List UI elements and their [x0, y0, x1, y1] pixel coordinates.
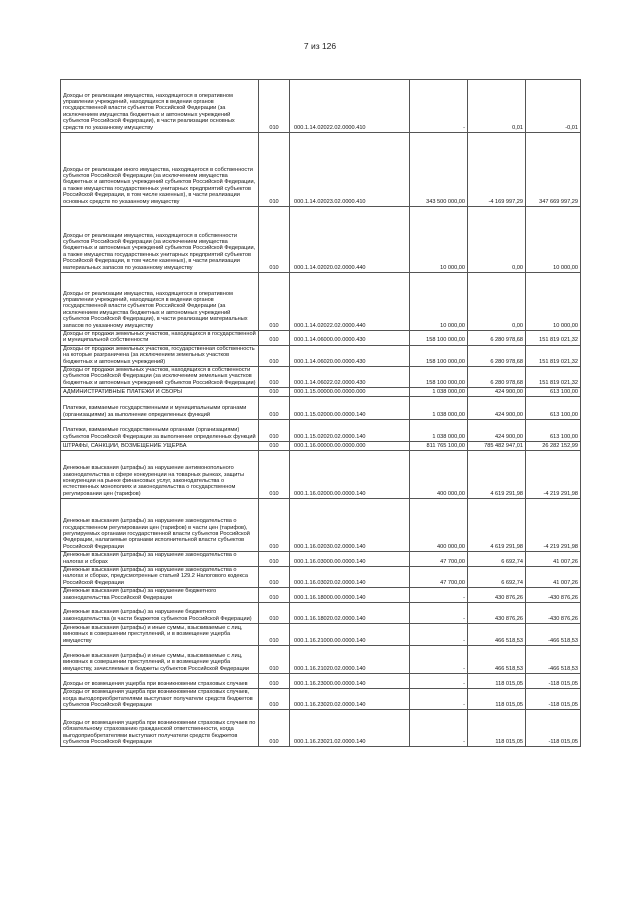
row-description: Денежные взыскания (штрафы) и иные суммы, взыскиваемые с лиц, виновных в совершении преступлений, и в возмещение ущерба имуществу, зачисляемые в бюджеты субъектов Российской Федерации: [61, 646, 259, 674]
row-budget-code: 000.1.16.03000.00.0000.140: [290, 552, 410, 567]
row-budget-code: 000.1.16.21000.00.0000.140: [290, 624, 410, 646]
row-unexecuted-amount: 613 100,00: [526, 397, 581, 420]
row-approved-amount: 47 700,00: [410, 567, 468, 588]
row-budget-code: 000.1.14.02022.02.0000.410: [290, 80, 410, 133]
row-description: Доходы от реализации имущества, находящегося в оперативном управлении учреждений, находящихся в ведении органов государственной власти субъектов Российской Федерации (за исключением имущества бюджетных и автономных учреждений субъектов Российской Федерации), в части реализации материальных запасов по указанному имуществу: [61, 273, 259, 331]
row-approved-amount: 158 100 000,00: [410, 331, 468, 346]
row-approved-amount: 811 765 100,00: [410, 442, 468, 451]
row-executed-amount: 466 518,53: [468, 646, 526, 674]
row-approved-amount: 1 038 000,00: [410, 388, 468, 397]
row-budget-code: 000.1.16.23000.00.0000.140: [290, 674, 410, 689]
row-line-code: 010: [259, 367, 290, 388]
row-line-code: 010: [259, 133, 290, 207]
row-unexecuted-amount: -4 219 291,98: [526, 499, 581, 552]
row-description: Доходы от возмещения ущерба при возникновении страховых случаев по обязательному страхованию гражданской ответственности, когда выгодоприобретателями выступают получатели средств бюджетов субъектов Российской Федерации: [61, 710, 259, 747]
row-unexecuted-amount: 10 000,00: [526, 273, 581, 331]
row-approved-amount: -: [410, 710, 468, 747]
row-approved-amount: 1 038 000,00: [410, 420, 468, 442]
table-row: [61, 552, 581, 567]
row-approved-amount: -: [410, 674, 468, 689]
row-unexecuted-amount: -4 219 291,98: [526, 451, 581, 499]
row-approved-amount: -: [410, 689, 468, 710]
row-description: Денежные взыскания (штрафы) за нарушение бюджетного законодательства (в части бюджетов субъектов Российской Федерации): [61, 603, 259, 624]
row-executed-amount: 6 692,74: [468, 567, 526, 588]
row-approved-amount: -: [410, 603, 468, 624]
table-row: [61, 345, 581, 366]
row-description: Доходы от возмещения ущерба при возникновении страховых случаев: [61, 674, 259, 689]
row-executed-amount: 0,01: [468, 80, 526, 133]
row-budget-code: 000.1.14.02020.02.0000.440: [290, 207, 410, 273]
table-row: [61, 397, 581, 420]
table-row: [61, 451, 581, 499]
row-unexecuted-amount: 347 669 997,29: [526, 133, 581, 207]
row-unexecuted-amount: -466 518,53: [526, 646, 581, 674]
row-executed-amount: 430 876,26: [468, 588, 526, 603]
row-budget-code: 000.1.14.02022.02.0000.440: [290, 273, 410, 331]
row-line-code: 010: [259, 420, 290, 442]
table-row: [61, 624, 581, 646]
row-unexecuted-amount: -118 015,05: [526, 710, 581, 747]
table-row: [61, 710, 581, 747]
row-executed-amount: 424 900,00: [468, 420, 526, 442]
row-description: Денежные взыскания (штрафы) за нарушение бюджетного законодательства Российской Федерации: [61, 588, 259, 603]
row-budget-code: 000.1.14.06020.00.0000.430: [290, 345, 410, 366]
table-row: [61, 567, 581, 588]
row-executed-amount: 424 900,00: [468, 397, 526, 420]
table-row: [61, 674, 581, 689]
row-description: Доходы от продажи земельных участков, находящихся в собственности субъектов Российской Федерации (за исключением земельных участков бюджетных и автономных учреждений субъектов Российской Федерации): [61, 367, 259, 388]
row-description: АДМИНИСТРАТИВНЫЕ ПЛАТЕЖИ И СБОРЫ: [61, 388, 259, 397]
row-budget-code: 000.1.16.18000.00.0000.140: [290, 588, 410, 603]
row-executed-amount: 424 900,00: [468, 388, 526, 397]
row-unexecuted-amount: -430 876,26: [526, 603, 581, 624]
row-unexecuted-amount: -118 015,05: [526, 689, 581, 710]
table-row: [61, 420, 581, 442]
row-line-code: 010: [259, 207, 290, 273]
revenue-table: [60, 79, 581, 747]
row-line-code: 010: [259, 273, 290, 331]
row-executed-amount: 466 518,53: [468, 624, 526, 646]
row-budget-code: 000.1.14.06022.02.0000.430: [290, 367, 410, 388]
row-line-code: 010: [259, 624, 290, 646]
row-line-code: 010: [259, 710, 290, 747]
row-description: Денежные взыскания (штрафы) за нарушение антимонопольного законодательства в сфере конкуренции на товарных рынках, защиты конкуренции на рынке финансовых услуг, законодательства о естественных монополиях и законодательства о государственном регулировании цен (тарифов): [61, 451, 259, 499]
row-line-code: 010: [259, 331, 290, 346]
row-approved-amount: 343 500 000,00: [410, 133, 468, 207]
row-approved-amount: -: [410, 646, 468, 674]
row-approved-amount: -: [410, 624, 468, 646]
row-description: Денежные взыскания (штрафы) за нарушение законодательства о налогах и сборах: [61, 552, 259, 567]
table-row: [61, 80, 581, 133]
row-unexecuted-amount: 613 100,00: [526, 420, 581, 442]
row-budget-code: 000.1.16.18020.02.0000.140: [290, 603, 410, 624]
row-line-code: 010: [259, 397, 290, 420]
revenue-table-body: [61, 80, 581, 747]
row-description: Платежи, взимаемые государственными органами (организациями) субъектов Российской Федерации за выполнение определенных функций: [61, 420, 259, 442]
row-unexecuted-amount: 613 100,00: [526, 388, 581, 397]
row-budget-code: 000.1.15.02000.00.0000.140: [290, 397, 410, 420]
row-line-code: 010: [259, 388, 290, 397]
page-number-header: 7 из 126: [303, 41, 337, 51]
row-budget-code: 000.1.16.21020.02.0000.140: [290, 646, 410, 674]
row-approved-amount: 10 000,00: [410, 207, 468, 273]
row-budget-code: 000.1.15.00000.00.0000.000: [290, 388, 410, 397]
table-row: [61, 331, 581, 346]
table-row: [61, 689, 581, 710]
row-line-code: 010: [259, 567, 290, 588]
row-description: Доходы от реализации имущества, находящегося в оперативном управлении учреждений, находящихся в ведении органов государственной власти субъектов Российской Федерации (за исключением имущества бюджетных и автономных учреждений субъектов Российской Федерации), в части реализации основных средств по указанному имуществу: [61, 80, 259, 133]
row-unexecuted-amount: 41 007,26: [526, 552, 581, 567]
row-executed-amount: 118 015,05: [468, 710, 526, 747]
row-unexecuted-amount: -466 518,53: [526, 624, 581, 646]
row-description: Доходы от реализации иного имущества, находящегося в собственности субъектов Российской Федерации (за исключением имущества бюджетных и автономных учреждений субъектов Российской Федерации, а также имущества государственных унитарных предприятий субъектов Российской Федерации, в том числе казенных), в части реализации основных средств по указанному имуществу: [61, 133, 259, 207]
row-line-code: 010: [259, 588, 290, 603]
table-row: [61, 499, 581, 552]
row-unexecuted-amount: -0,01: [526, 80, 581, 133]
table-row: [61, 388, 581, 397]
row-budget-code: 000.1.16.03020.02.0000.140: [290, 567, 410, 588]
row-description: Денежные взыскания (штрафы) и иные суммы, взыскиваемые с лиц, виновных в совершении преступлений, и в возмещение ущерба имуществу: [61, 624, 259, 646]
row-unexecuted-amount: -430 876,26: [526, 588, 581, 603]
row-approved-amount: -: [410, 588, 468, 603]
row-executed-amount: 6 280 978,68: [468, 345, 526, 366]
row-budget-code: 000.1.16.00000.00.0000.000: [290, 442, 410, 451]
table-row: [61, 207, 581, 273]
row-unexecuted-amount: 151 819 021,32: [526, 345, 581, 366]
row-unexecuted-amount: -118 015,05: [526, 674, 581, 689]
row-line-code: 010: [259, 451, 290, 499]
row-line-code: 010: [259, 345, 290, 366]
table-row: [61, 273, 581, 331]
row-approved-amount: 1 038 000,00: [410, 397, 468, 420]
row-executed-amount: 430 876,26: [468, 603, 526, 624]
row-budget-code: 000.1.16.02000.00.0000.140: [290, 451, 410, 499]
row-line-code: 010: [259, 603, 290, 624]
table-row: [61, 646, 581, 674]
row-approved-amount: 47 700,00: [410, 552, 468, 567]
table-row: [61, 442, 581, 451]
row-budget-code: 000.1.16.23020.02.0000.140: [290, 689, 410, 710]
row-executed-amount: 6 692,74: [468, 552, 526, 567]
row-approved-amount: 400 000,00: [410, 451, 468, 499]
row-executed-amount: 6 280 978,68: [468, 331, 526, 346]
row-line-code: 010: [259, 552, 290, 567]
row-executed-amount: 118 015,05: [468, 689, 526, 710]
row-approved-amount: -: [410, 80, 468, 133]
table-row: [61, 367, 581, 388]
row-line-code: 010: [259, 689, 290, 710]
row-line-code: 010: [259, 442, 290, 451]
row-approved-amount: 158 100 000,00: [410, 367, 468, 388]
table-row: [61, 588, 581, 603]
row-executed-amount: 6 280 978,68: [468, 367, 526, 388]
row-line-code: 010: [259, 499, 290, 552]
row-description: Доходы от продажи земельных участков, находящихся в государственной и муниципальной собственности: [61, 331, 259, 346]
row-executed-amount: 118 015,05: [468, 674, 526, 689]
row-executed-amount: 4 619 291,98: [468, 451, 526, 499]
row-approved-amount: 10 000,00: [410, 273, 468, 331]
row-budget-code: 000.1.15.02020.02.0000.140: [290, 420, 410, 442]
table-row: [61, 133, 581, 207]
row-unexecuted-amount: 26 282 152,99: [526, 442, 581, 451]
row-description: Платежи, взимаемые государственными и муниципальными органами (организациями) за выполнение определенных функций: [61, 397, 259, 420]
row-executed-amount: -4 169 997,29: [468, 133, 526, 207]
row-executed-amount: 0,00: [468, 207, 526, 273]
row-line-code: 010: [259, 80, 290, 133]
table-row: [61, 603, 581, 624]
row-budget-code: 000.1.16.02030.02.0000.140: [290, 499, 410, 552]
row-budget-code: 000.1.16.23021.02.0000.140: [290, 710, 410, 747]
row-executed-amount: 4 619 291,98: [468, 499, 526, 552]
row-unexecuted-amount: 151 819 021,32: [526, 367, 581, 388]
row-description: Денежные взыскания (штрафы) за нарушение законодательства о государственном регулировании цен (тарифов) в части цен (тарифов), регулируемых органами государственной власти субъектов Российской Федерации, налагаемые органами исполнительной власти субъектов Российской Федерации: [61, 499, 259, 552]
row-description: Доходы от возмещения ущерба при возникновении страховых случаев, когда выгодоприобретателями выступают получатели средств бюджетов субъектов Российской Федерации: [61, 689, 259, 710]
row-executed-amount: 785 482 947,01: [468, 442, 526, 451]
row-approved-amount: 400 000,00: [410, 499, 468, 552]
row-budget-code: 000.1.14.02023.02.0000.410: [290, 133, 410, 207]
row-description: Доходы от реализации имущества, находящегося в собственности субъектов Российской Федерации (за исключением имущества бюджетных и автономных учреждений субъектов Российской Федерации, а также имущества государственных унитарных предприятий субъектов Российской Федерации, в том числе казенных), в части реализации материальных запасов по указанному имуществу: [61, 207, 259, 273]
row-line-code: 010: [259, 646, 290, 674]
row-description: Денежные взыскания (штрафы) за нарушение законодательства о налогах и сборах, предусмотренные статьей 129.2 Налогового кодекса Российской Федерации: [61, 567, 259, 588]
row-line-code: 010: [259, 674, 290, 689]
row-budget-code: 000.1.14.06000.00.0000.430: [290, 331, 410, 346]
row-description: ШТРАФЫ, САНКЦИИ, ВОЗМЕЩЕНИЕ УЩЕРБА: [61, 442, 259, 451]
row-description: Доходы от продажи земельных участков, государственная собственность на которые разграничена (за исключением земельных участков бюджетных и автономных учреждений): [61, 345, 259, 366]
row-approved-amount: 158 100 000,00: [410, 345, 468, 366]
row-unexecuted-amount: 151 819 021,32: [526, 331, 581, 346]
row-executed-amount: 0,00: [468, 273, 526, 331]
row-unexecuted-amount: 10 000,00: [526, 207, 581, 273]
row-unexecuted-amount: 41 007,26: [526, 567, 581, 588]
